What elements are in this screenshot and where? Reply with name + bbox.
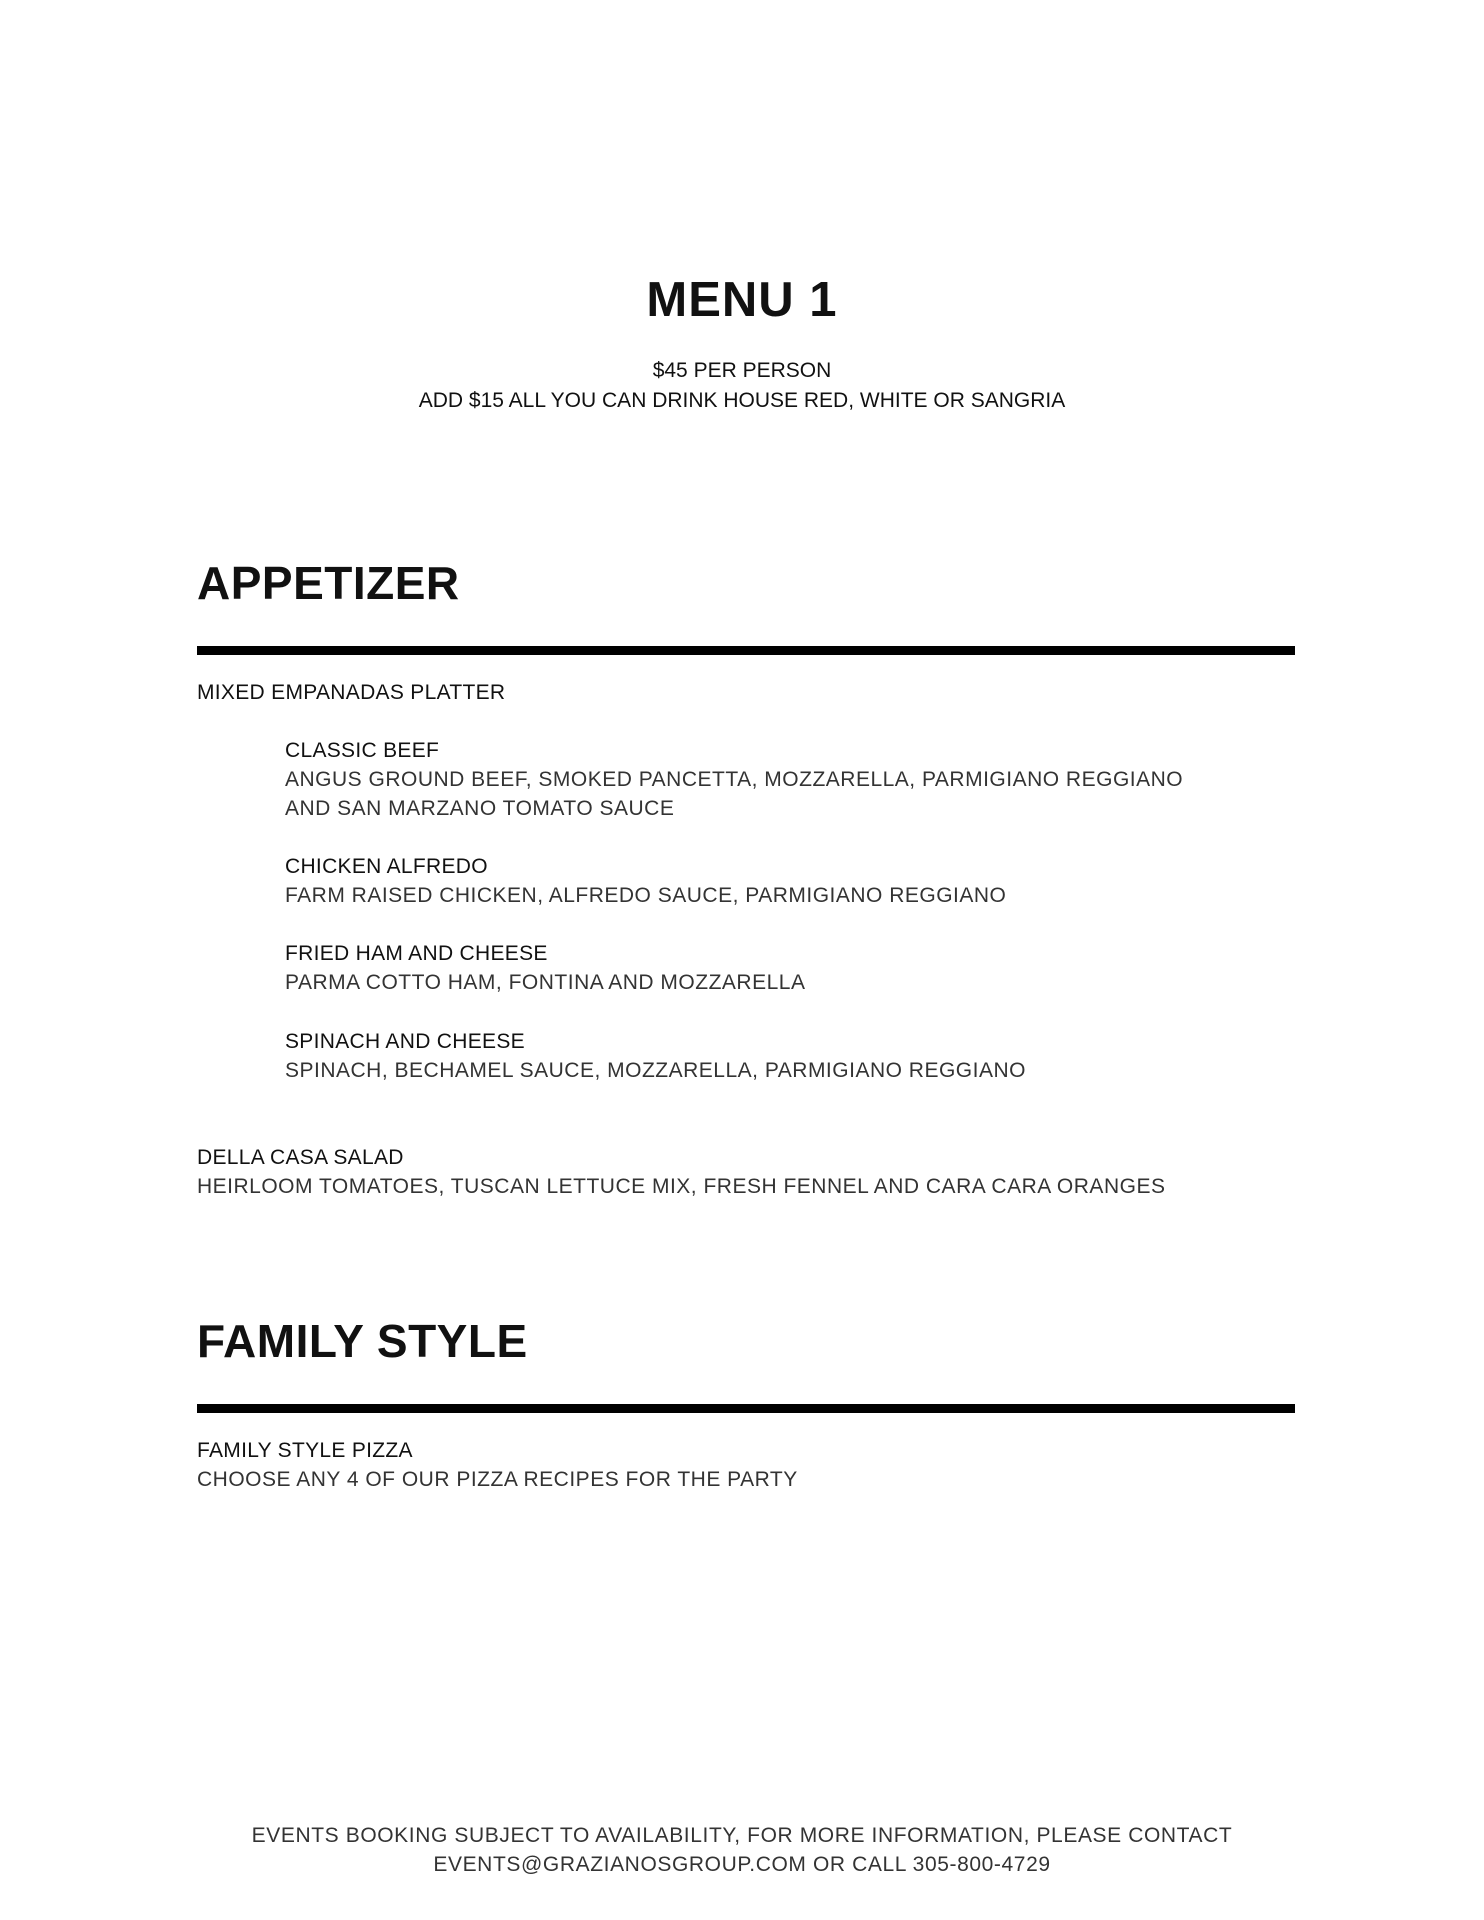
empanada-chicken-alfredo xyxy=(285,852,1006,910)
footer-line: EVENTS BOOKING SUBJECT TO AVAILABILITY, FOR MORE INFORMATION, PLEASE CONTACT xyxy=(251,1824,1233,1847)
item-description: AND SAN MARZANO TOMATO SAUCE xyxy=(285,797,675,820)
drink-addon: ADD $15 ALL YOU CAN DRINK HOUSE RED, WHITE OR SANGRIA xyxy=(418,389,1066,412)
item-name: CHICKEN ALFREDO xyxy=(285,855,488,878)
item-description: SPINACH, BECHAMEL SAUCE, MOZZARELLA, PARMIGIANO REGGIANO xyxy=(285,1059,1026,1082)
item-description: ANGUS GROUND BEEF, SMOKED PANCETTA, MOZZARELLA, PARMIGIANO REGGIANO xyxy=(285,768,1184,791)
menu-title: MENU 1 xyxy=(646,273,838,327)
item-name: FRIED HAM AND CHEESE xyxy=(285,942,548,965)
footer-line: EVENTS@GRAZIANOSGROUP.COM OR CALL 305-800-4729 xyxy=(433,1853,1051,1876)
section-heading-appetizer: APPETIZER xyxy=(197,557,460,609)
item-description: CHOOSE ANY 4 OF OUR PIZZA RECIPES FOR THE PARTY xyxy=(197,1468,798,1491)
item-name: DELLA CASA SALAD xyxy=(197,1146,404,1169)
section-divider xyxy=(197,1404,1295,1413)
item-name: SPINACH AND CHEESE xyxy=(285,1030,525,1053)
item-name: CLASSIC BEEF xyxy=(285,739,440,762)
item-name: MIXED EMPANADAS PLATTER xyxy=(197,681,506,704)
section-divider xyxy=(197,646,1295,655)
appetizer-section xyxy=(197,557,1295,1200)
family-style-section xyxy=(197,1315,1295,1518)
item-description: FARM RAISED CHICKEN, ALFREDO SAUCE, PARMIGIANO REGGIANO xyxy=(285,884,1007,907)
menu-item-empanadas xyxy=(197,678,505,707)
empanada-fried-ham-cheese xyxy=(285,939,805,997)
menu-item-family-pizza xyxy=(197,1436,798,1494)
item-description: HEIRLOOM TOMATOES, TUSCAN LETTUCE MIX, FRESH FENNEL AND CARA CARA ORANGES xyxy=(197,1175,1166,1198)
section-heading-family-style: FAMILY STYLE xyxy=(197,1315,528,1367)
pricing-info xyxy=(0,356,1484,416)
menu-item-della-casa-salad xyxy=(197,1143,1165,1201)
item-name: FAMILY STYLE PIZZA xyxy=(197,1439,413,1462)
footer-contact xyxy=(0,1821,1484,1879)
item-description: PARMA COTTO HAM, FONTINA AND MOZZARELLA xyxy=(285,971,806,994)
empanada-classic-beef xyxy=(285,736,1183,823)
price-per-person: $45 PER PERSON xyxy=(652,359,832,382)
empanada-spinach-cheese xyxy=(285,1027,1026,1085)
